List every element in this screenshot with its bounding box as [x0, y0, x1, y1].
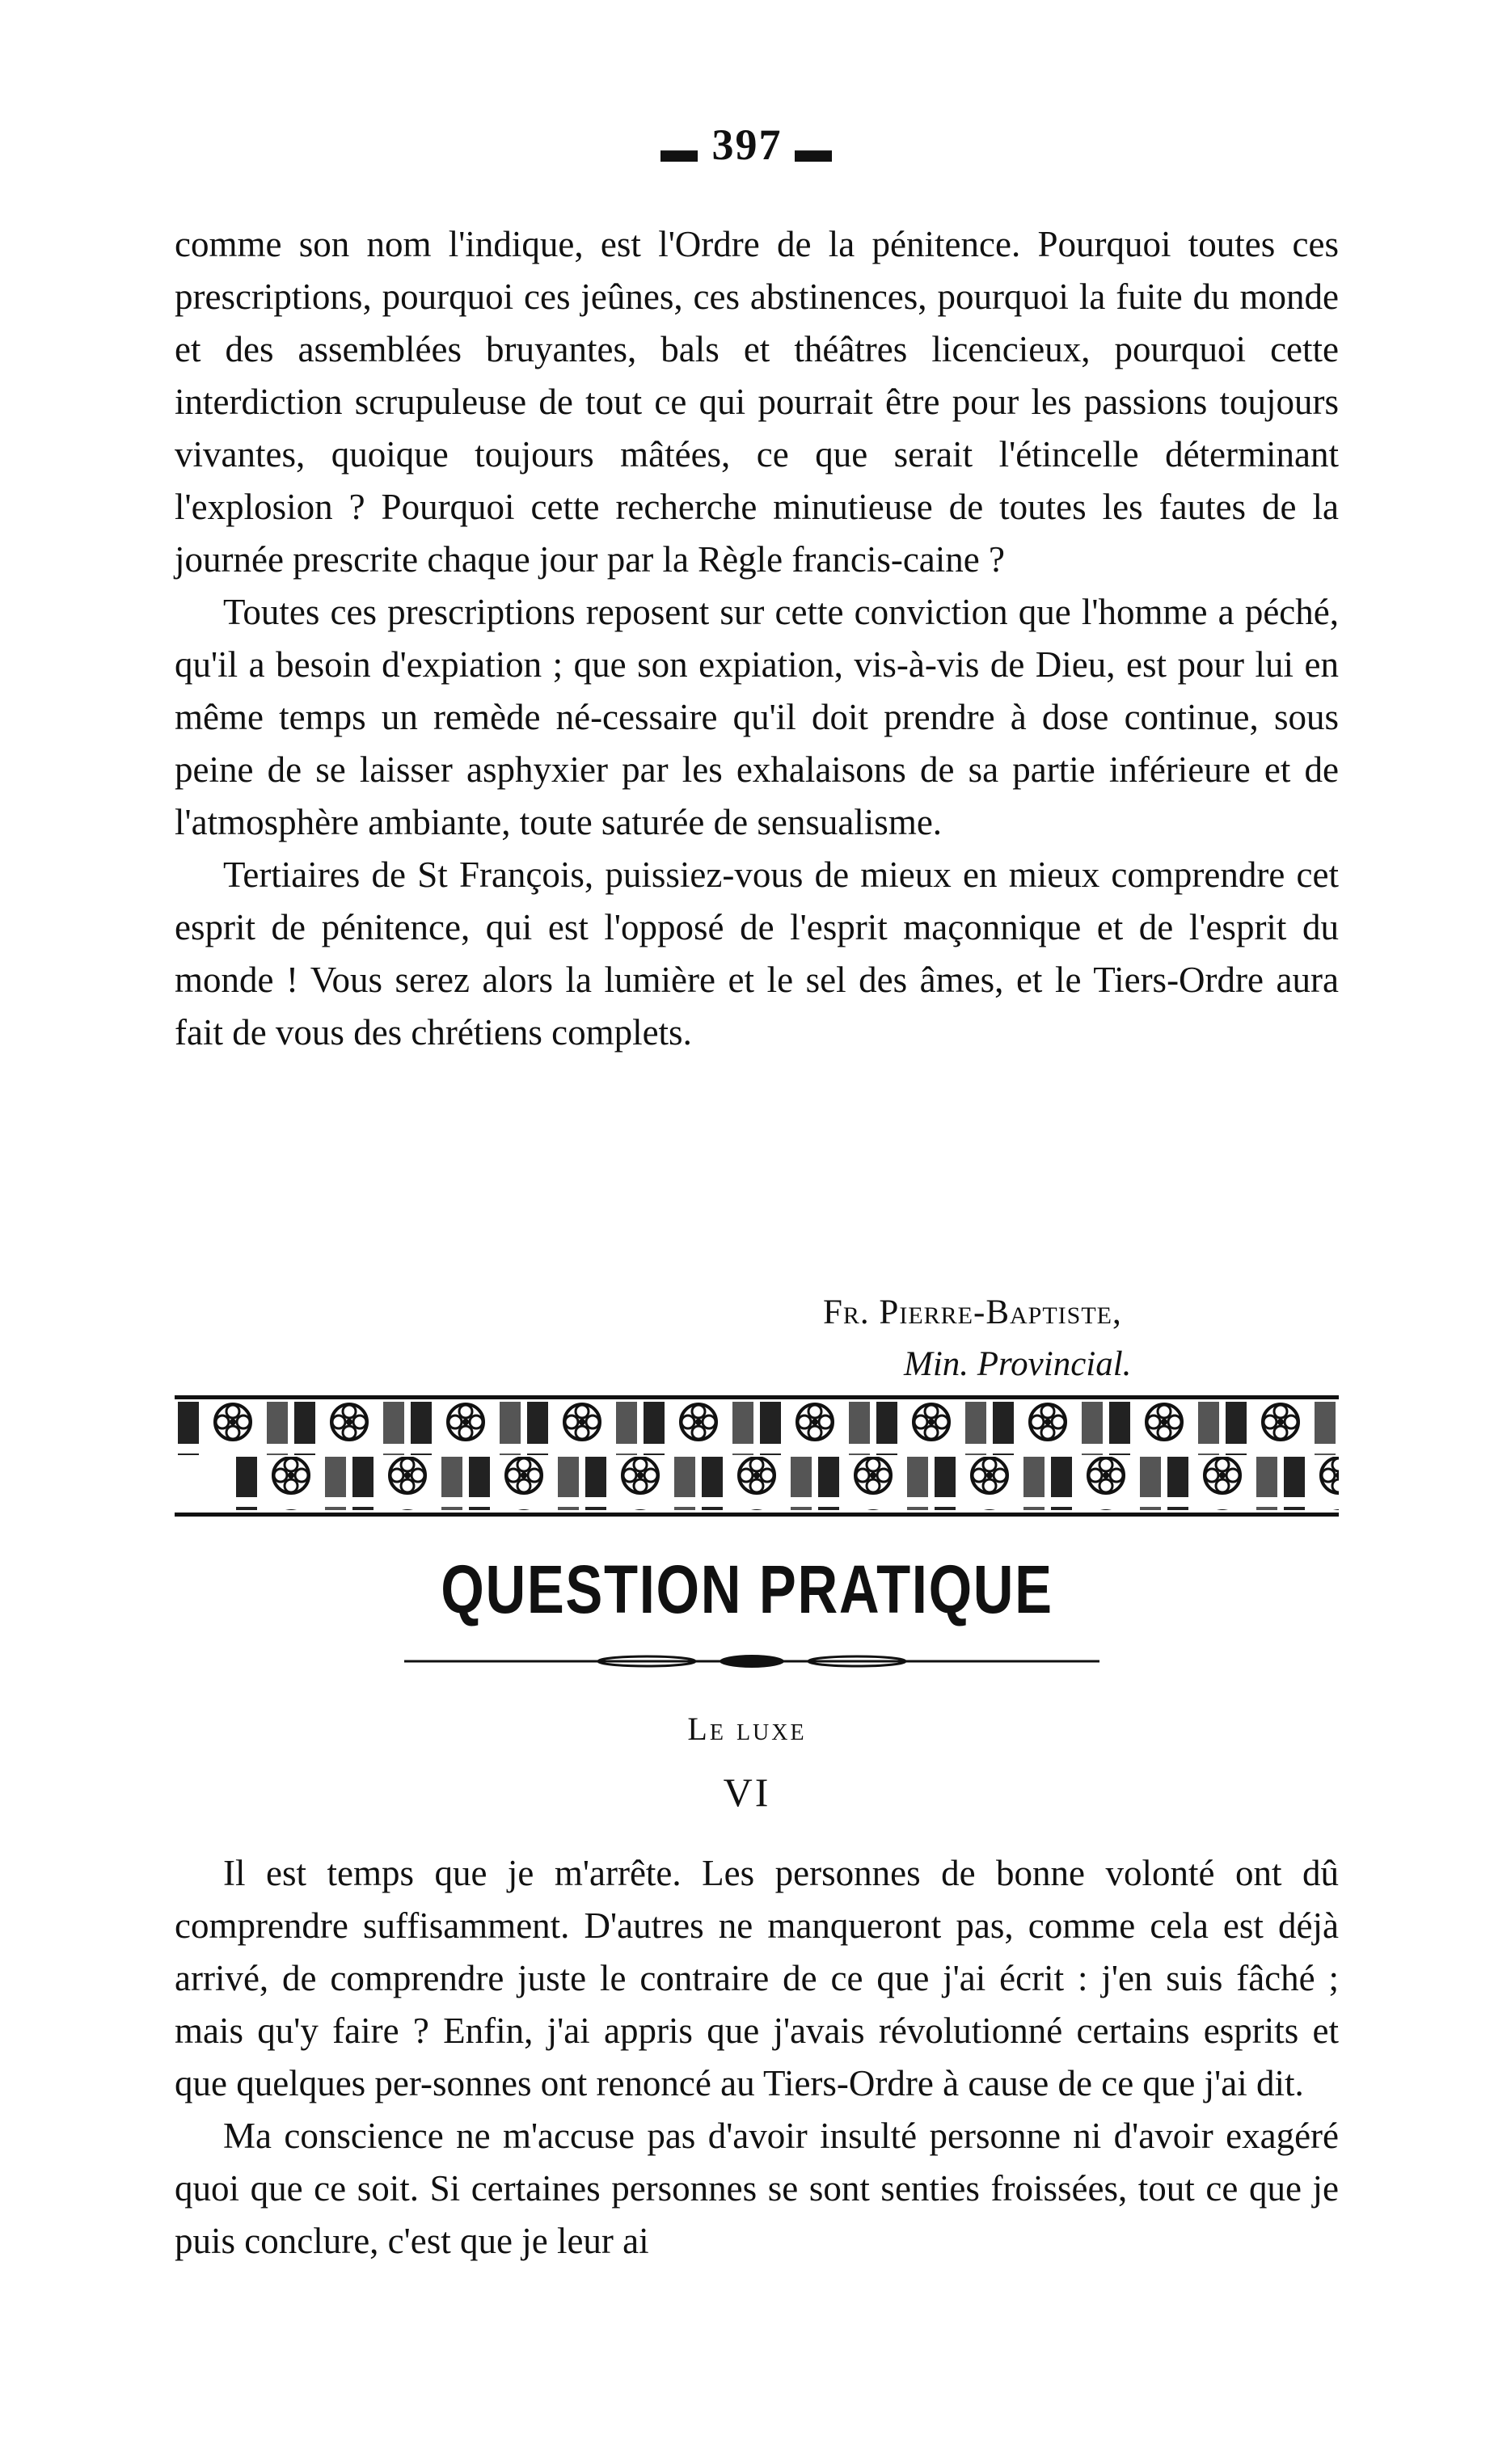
paragraph: Tertiaires de St François, puissiez-vous de mieux en mieux comprendre cet esprit de pénitence, qui est l'opposé de l'esprit maçonnique et de l'esprit du monde ! Vous serez alors la lumière et le sel des âmes, et le Tiers-Ordre aura fait de vous des chrétiens complets.	[175, 854, 1339, 1053]
section-title: QUESTION PRATIQUE	[441, 1551, 1053, 1627]
section-subtitle: Le luxe	[687, 1711, 807, 1747]
page-number	[0, 120, 1494, 171]
folio-ornament-left: ▬	[660, 129, 699, 171]
section-number: VI	[723, 1770, 771, 1815]
paragraph: Ma conscience ne m'accuse pas d'avoir insulté personne ni d'avoir exagéré quoi que ce soit. Si certaines personnes se sont senties froissées, tout ce que je puis conclure, c'est que je leur ai	[175, 2116, 1339, 2261]
bottom-text-block	[175, 1847, 1339, 2268]
signature	[823, 1287, 1340, 1390]
title-rule-ornament	[404, 1649, 1099, 1673]
decorative-border-ornament	[175, 1395, 1339, 1517]
paragraph: Toutes ces prescriptions reposent sur cette conviction que l'homme a péché, qu'il a besoin d'expiation ; que son expiation, vis-à-vis de Dieu, est pour lui en même temps un remède né-cessaire qu'il doit prendre à dose continue, sous peine de se laisser asphyxier par les exhalaisons de sa partie inférieure et de l'atmosphère ambiante, toute saturée de sensualisme.	[175, 592, 1339, 842]
signature-title: Min. Provincial.	[904, 1345, 1132, 1383]
paragraph: Il est temps que je m'arrête. Les personnes de bonne volonté ont dû comprendre suffisamment. D'autres ne manqueront pas, comme cela est déjà arrivé, de comprendre juste le contraire de ce que j'ai écrit : j'en suis fâché ; mais qu'y faire ? Enfin, j'ai appris que j'avais révolutionné certains esprits et que quelques per-sonnes ont renoncé au Tiers-Ordre à cause de ce que j'ai dit.	[175, 1853, 1339, 2103]
paragraph: comme son nom l'indique, est l'Ordre de la pénitence. Pourquoi toutes ces prescriptions, pourquoi ces jeûnes, ces abstinences, pourquoi la fuite du monde et des assemblées bruyantes, bals et théâtres licencieux, pourquoi cette interdiction scrupuleuse de tout ce qui pourrait être pour les passions toujours vivantes, quoique toujours mâtées, ce que serait l'étincelle déterminant l'explosion ? Pourquoi cette recherche minutieuse de toutes les fautes de la journée prescrite chaque jour par la Règle francis-caine ?	[175, 224, 1339, 580]
signature-name: Fr. Pierre-Baptiste,	[823, 1293, 1122, 1331]
folio-ornament-right: ▬	[795, 129, 834, 171]
page-number-text: 397	[711, 120, 783, 169]
top-text-block	[175, 218, 1339, 1059]
